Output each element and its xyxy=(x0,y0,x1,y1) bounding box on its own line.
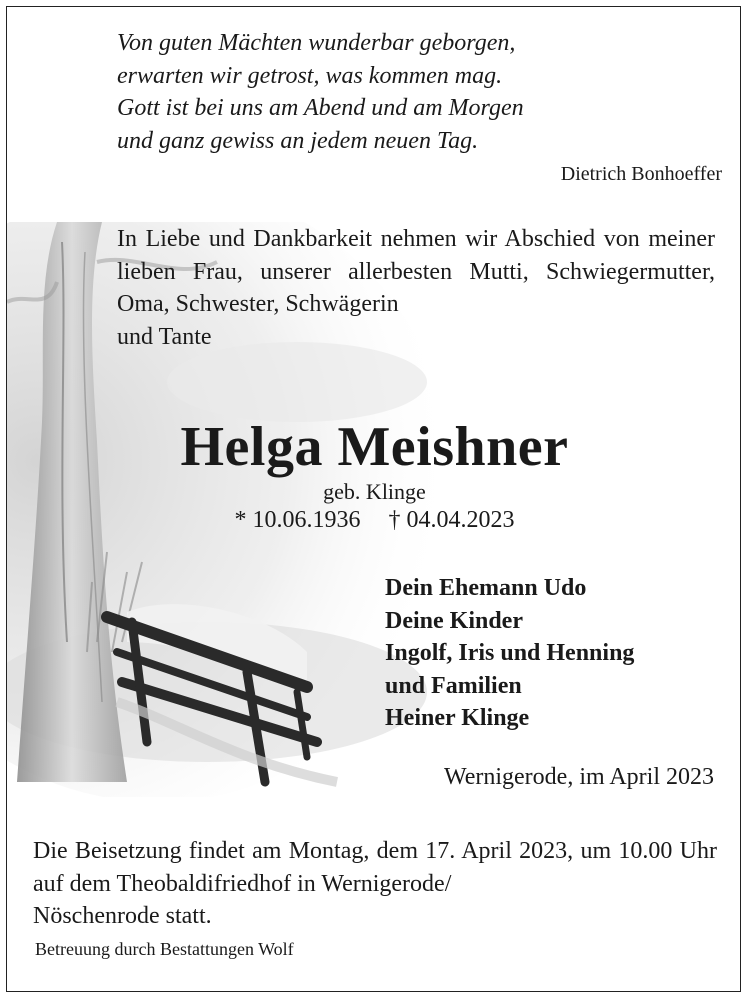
deceased-name: Helga Meishner xyxy=(180,416,569,478)
poem-line: erwarten wir getrost, was kommen mag. xyxy=(117,62,503,89)
birth-name: geb. Klinge xyxy=(323,479,426,504)
funeral-info-last-line: Nöschenrode statt. xyxy=(33,903,212,929)
family-line: Dein Ehemann Udo xyxy=(385,575,587,601)
poem-line: Gott ist bei uns am Abend und am Morgen xyxy=(117,95,524,121)
family-signatures xyxy=(385,572,634,735)
poem-line: Von guten Mächten wunderbar geborgen, xyxy=(117,30,516,56)
birth-date: * 10.06.1936 xyxy=(234,507,361,533)
funeral-info xyxy=(33,835,717,933)
family-line: und Familien xyxy=(385,672,522,699)
obituary-notice xyxy=(6,6,741,992)
place-and-date: Wernigerode, im April 2023 xyxy=(443,764,714,790)
funeral-info-body: Die Beisetzung findet am Montag, dem 17. April 2023, um 10.00 Uhr auf dem Theobaldifriedhof in Wernigerode/ xyxy=(33,838,717,897)
poem-author: Dietrich Bonhoeffer xyxy=(560,163,722,185)
intro-text-body: In Liebe und Dankbarkeit nehmen wir Abschied von meiner lieben Frau, unserer allerbesten Mutti, Schwiegermutter, Oma, Schwester, Schwägerin xyxy=(117,226,715,317)
intro-text-last-line: und Tante xyxy=(117,323,212,350)
family-line: Heiner Klinge xyxy=(385,705,530,731)
life-dates xyxy=(7,507,741,534)
undertaker-credit: Betreuung durch Bestattungen Wolf xyxy=(35,939,294,959)
poem-line: und ganz gewiss an jedem neuen Tag. xyxy=(117,127,479,154)
intro-text xyxy=(117,223,715,353)
family-line: Deine Kinder xyxy=(385,607,523,634)
poem xyxy=(117,27,677,157)
family-line: Ingolf, Iris und Henning xyxy=(385,640,635,666)
death-date: † 04.04.2023 xyxy=(388,507,515,533)
